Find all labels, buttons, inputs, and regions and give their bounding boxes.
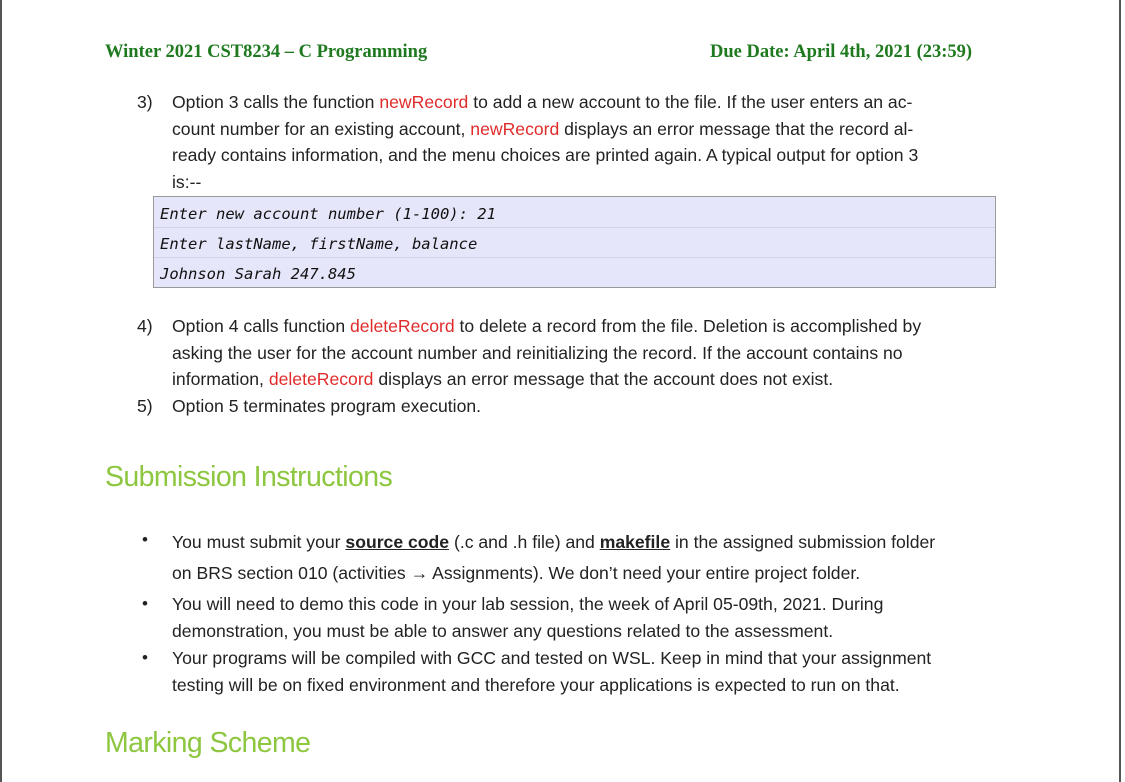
code-line: Johnson Sarah 247.845 — [160, 265, 356, 283]
text-line: ready contains information, and the menu choices are printed again. A typical output for option 3 — [172, 145, 919, 165]
text-line: count number for an existing account, newRecord displays an error message that the record al- — [172, 118, 914, 139]
option-number: 3) — [137, 92, 153, 112]
text-line: on BRS section 010 (activities → Assignments). We don’t need your entire project folder. — [172, 563, 861, 583]
function-name: newRecord — [379, 92, 469, 112]
bullet-icon: • — [142, 648, 148, 667]
option-text — [172, 393, 1052, 420]
code-line: Enter new account number (1-100): 21 — [160, 205, 496, 223]
emphasis: source code — [345, 532, 450, 552]
divider — [154, 227, 995, 228]
text-line: testing will be on fixed environment and therefore your applications is expected to run on that. — [172, 674, 900, 695]
divider — [154, 257, 995, 258]
function-name: deleteRecord — [268, 369, 374, 389]
text-line: asking the user for the account number and reinitializing the record. If the account contains no — [172, 342, 903, 363]
option-text — [172, 89, 1052, 195]
text-line: demonstration, you must be able to answer any questions related to the assessment. — [172, 620, 834, 641]
marking-heading: Marking Scheme — [105, 727, 311, 759]
bullet-icon: • — [142, 530, 148, 549]
bullet-text — [172, 645, 1042, 698]
function-name: newRecord — [470, 118, 560, 139]
sample-output-box — [153, 196, 996, 288]
bullet-text — [172, 527, 1042, 589]
function-name: deleteRecord — [350, 316, 455, 336]
code-line: Enter lastName, firstName, balance — [160, 235, 478, 253]
submission-heading: Submission Instructions — [105, 461, 393, 493]
option-number: 4) — [137, 316, 153, 336]
text-line: Option 5 terminates program execution. — [172, 396, 482, 416]
bullet-icon: • — [142, 594, 148, 613]
text-line: Option 4 calls function deleteRecord to delete a record from the file. Deletion is accomplished by — [172, 316, 922, 336]
text-line: Option 3 calls the function newRecord to add a new account to the file. If the user enters an ac- — [172, 92, 913, 112]
course-header: Winter 2021 CST8234 – C Programming — [105, 42, 428, 62]
bullet-text — [172, 591, 1042, 644]
due-date-header: Due Date: April 4th, 2021 (23:59) — [710, 42, 973, 62]
text-line: You must submit your source code (.c and .h file) and makefile in the assigned submission folder — [172, 532, 936, 552]
text-line: is:-- — [172, 171, 202, 192]
emphasis: makefile — [599, 532, 671, 552]
option-number: 5) — [137, 396, 153, 416]
option-text — [172, 313, 1052, 393]
text-line: Your programs will be compiled with GCC and tested on WSL. Keep in mind that your assignment — [172, 648, 932, 668]
text-line: You will need to demo this code in your lab session, the week of April 05-09th, 2021. During — [172, 594, 884, 614]
text-line: information, deleteRecord displays an error message that the account does not exist. — [172, 369, 834, 389]
